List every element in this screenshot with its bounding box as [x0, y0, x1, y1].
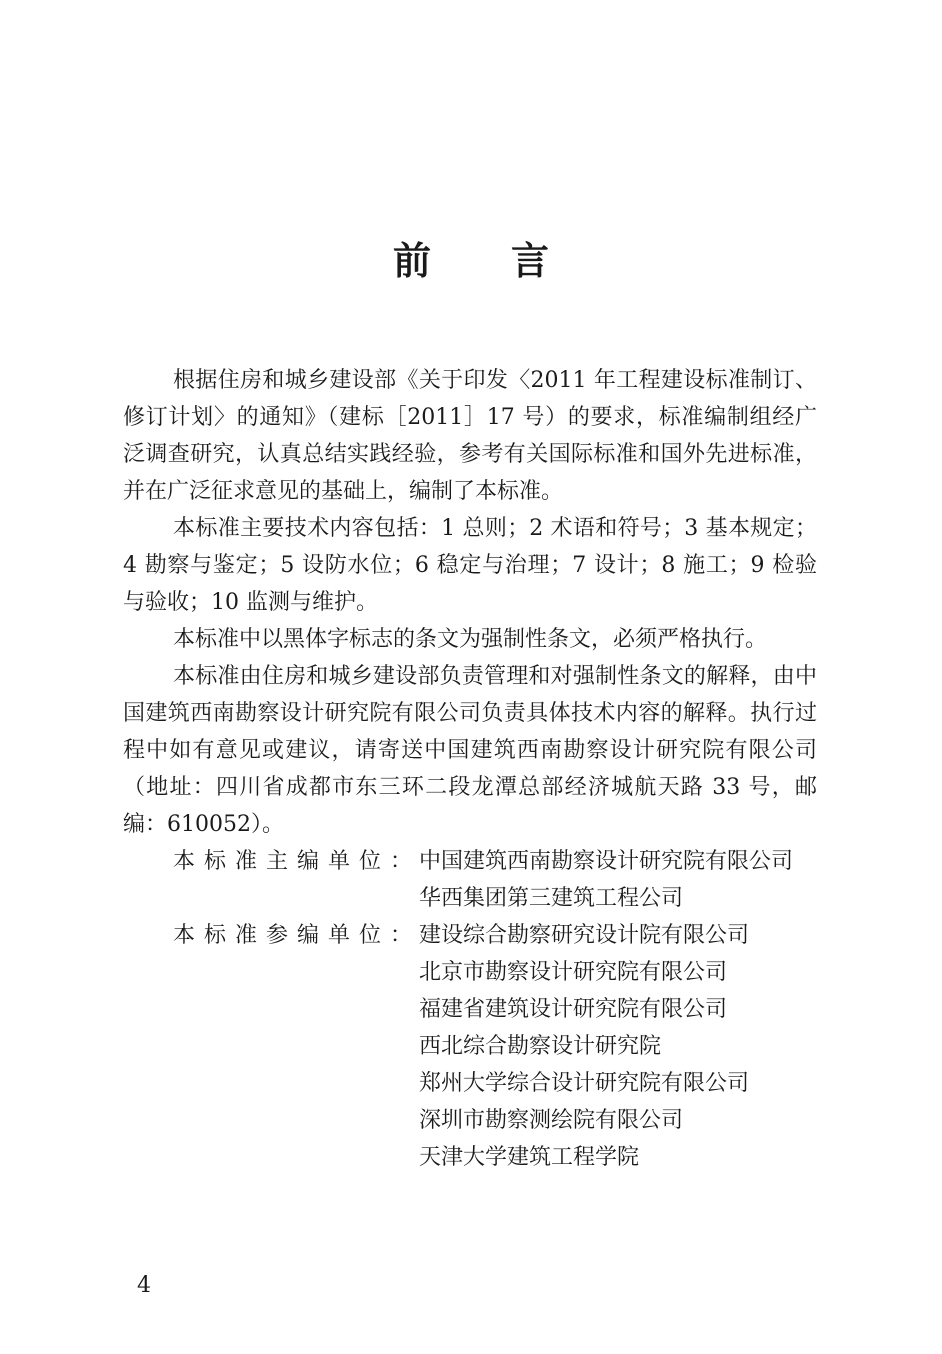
list-item: 深圳市勘察测绘院有限公司: [419, 1108, 684, 1133]
chief-editor-label: 本标准主编单位：: [173, 849, 422, 874]
paragraph-management-contact: 本标准由住房和城乡建设部负责管理和对强制性条文的解释，由中国建筑西南勘察设计研究院有限公司负责具体技术内容的解释。执行过程中如有意见或建议，请寄送中国建筑西南勘察设计研究院有限公司（地址：四川省成都市东三环二段龙潭总部经济城航天路 33 号，邮编：610052）。: [123, 664, 817, 837]
list-item: 西北综合勘察设计研究院: [419, 1034, 662, 1059]
paragraph-mandatory-provisions: 本标准中以黑体字标志的条文为强制性条文，必须严格执行。: [173, 627, 768, 652]
list-item: 郑州大学综合设计研究院有限公司: [419, 1071, 750, 1096]
preface-body: [123, 362, 817, 1176]
list-item: 天津大学建筑工程学院: [419, 1145, 640, 1170]
chief-editor-units: [123, 843, 817, 917]
participating-list: [419, 917, 817, 1176]
paragraph-technical-contents: 本标准主要技术内容包括：1 总则；2 术语和符号；3 基本规定；4 勘察与鉴定；5 设防水位；6 稳定与治理；7 设计；8 施工；9 检验与验收；10 监测与维护。: [123, 516, 817, 615]
participating-units: [123, 917, 817, 1176]
paragraph-basis: 根据住房和城乡建设部《关于印发〈2011 年工程建设标准制订、修订计划〉的通知》（建标［2011］17 号）的要求，标准编制组经广泛调查研究，认真总结实践经验，参考有关国际标准和国外先进标准，并在广泛征求意见的基础上，编制了本标准。: [123, 368, 817, 504]
list-item: 北京市勘察设计研究院有限公司: [419, 960, 728, 985]
list-item: 建设综合勘察研究设计院有限公司: [419, 923, 750, 948]
page-title: 前言: [392, 238, 629, 283]
list-item: 华西集团第三建筑工程公司: [419, 886, 684, 911]
list-item: 中国建筑西南勘察设计研究院有限公司: [419, 849, 794, 874]
participating-label: 本标准参编单位：: [173, 923, 422, 948]
list-item: 福建省建筑设计研究院有限公司: [419, 997, 728, 1022]
page-number: 4: [137, 1273, 151, 1298]
chief-editor-list: [419, 843, 817, 917]
